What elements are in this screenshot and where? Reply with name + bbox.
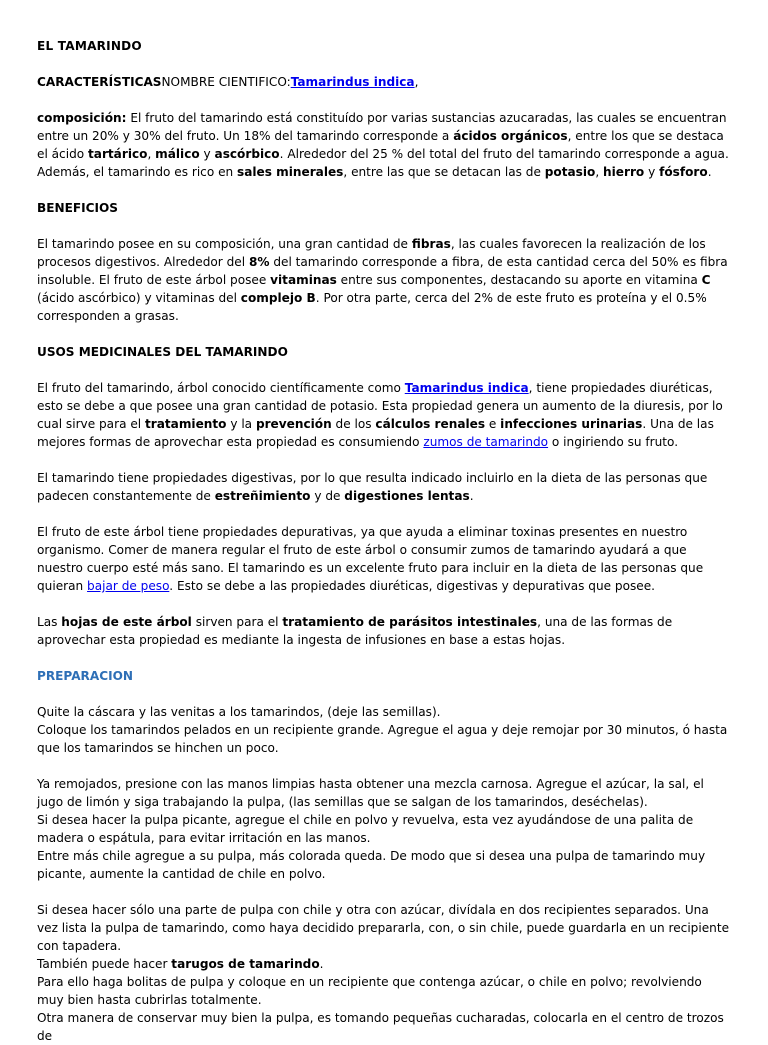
bold-text: málico [155, 147, 200, 161]
bold-text: 8% [248, 255, 270, 269]
text: . [319, 957, 324, 971]
text: El fruto del tamarindo está constituído por varias sustancias azucaradas, las cuales se encuentran entre un 20% y 30% del fruto. Un 18% del tamarindo corresponde a [37, 111, 727, 143]
text: También puede hacer [37, 957, 172, 971]
preparacion-step-8: Para ello haga bolitas de pulpa y coloque en un recipiente que contenga azúcar, o chile en polvo; revolviendo muy bien hasta cubrirlas totalmente. [37, 975, 702, 1007]
preparacion-step-7 [37, 955, 732, 973]
text: El tamarindo tiene propiedades digestivas, por lo que resulta indicado incluirlo en la dieta de las personas que padecen constantemente de [37, 471, 708, 503]
preparacion-step-5: Entre más chile agregue a su pulpa, más colorada queda. De modo que si desea una pulpa de tamarindo muy picante, aumente la cantidad de chile en polvo. [37, 849, 706, 881]
bold-text: potasio [544, 165, 596, 179]
text: e [485, 417, 501, 431]
preparacion-heading: PREPARACION [37, 669, 133, 683]
text: del tamarindo corresponde a fibra, de esta cantidad cerca del 50% es fibra insoluble. El fruto de este árbol posee [37, 255, 728, 287]
text: y de [310, 489, 345, 503]
beneficios-paragraph [37, 235, 732, 325]
preparacion-step-2: Coloque los tamarindos pelados en un recipiente grande. Agregue el agua y deje remojar por 30 minutos, ó hasta que los tamarindos se hinchen un poco. [37, 723, 728, 755]
text: , entre las que se detacan las de [343, 165, 545, 179]
bajar-de-peso-link[interactable]: bajar de peso [87, 579, 170, 593]
usos-paragraph-1 [37, 379, 732, 451]
zumos-de-tamarindo-link[interactable]: zumos de tamarindo [423, 435, 549, 449]
text: sirven para el [191, 615, 283, 629]
text: y [199, 147, 215, 161]
bold-text: tarugos de tamarindo [171, 957, 320, 971]
beneficios-heading: BENEFICIOS [37, 201, 118, 215]
text: , entre los que se destaca el ácido [37, 129, 724, 161]
bold-text: sales minerales [237, 165, 344, 179]
bold-text: vitaminas [270, 273, 337, 287]
text: , [595, 165, 604, 179]
text: . Por otra parte, cerca del 2% de este fruto es proteína y el 0.5% corresponden a grasas. [37, 291, 707, 323]
text: . [707, 165, 712, 179]
preparacion-step-3: Ya remojados, presione con las manos limpias hasta obtener una mezcla carnosa. Agregue el azúcar, la sal, el jugo de limón y siga trabajando la pulpa, (las semillas que se salgan de los tamarindos, deséchelas). [37, 777, 704, 809]
tamarindus-indica-link-2[interactable]: Tamarindus indica [404, 381, 529, 395]
bold-text: prevención [255, 417, 332, 431]
caracteristicas-line [37, 73, 732, 91]
bold-text: tratamiento de parásitos intestinales [282, 615, 538, 629]
text: , tiene propiedades diuréticas, esto se debe a que posee una gran cantidad de potasio. Esta propiedad genera un aumento de la diuresis, por lo cual sirve para el [37, 381, 723, 431]
text: . Una de las mejores formas de aprovechar esta propiedad es consumiendo [37, 417, 714, 449]
text: o ingiriendo su fruto. [548, 435, 679, 449]
document-body [37, 37, 732, 1045]
usos-medicinales-heading: USOS MEDICINALES DEL TAMARINDO [37, 345, 288, 359]
bold-text: estreñimiento [214, 489, 311, 503]
bold-text: cálculos renales [375, 417, 486, 431]
usos-paragraph-4 [37, 613, 732, 649]
preparacion-step-1: Quite la cáscara y las venitas a los tamarindos, (deje las semillas). [37, 705, 441, 719]
text: , las cuales favorecen la realización de los procesos digestivos. Alrededor del [37, 237, 706, 269]
text: . Esto se debe a las propiedades diuréticas, digestivas y depurativas que posee. [169, 579, 656, 593]
text: Las [37, 615, 62, 629]
composicion-label: composición: [37, 111, 127, 125]
bold-text: fósforo [659, 165, 708, 179]
text: entre sus componentes, destacando su aporte en vitamina [336, 273, 702, 287]
text: El fruto de este árbol tiene propiedades depurativas, ya que ayuda a eliminar toxinas presentes en nuestro organismo. Comer de manera regular el fruto de este árbol o consumir zumos de tamarindo ayudará a que nuestro cuerpo esté más sano. El tamarindo es un excelente fruto para incluir en la dieta de las personas que quieran [37, 525, 704, 593]
usos-paragraph-2 [37, 469, 732, 505]
caracteristicas-label: CARACTERÍSTICAS [37, 75, 162, 89]
text: El tamarindo posee en su composición, una gran cantidad de [37, 237, 412, 251]
text: de los [331, 417, 376, 431]
text: . Alrededor del 25 % del total del fruto del tamarindo corresponde a agua. Además, el tamarindo es rico en [37, 147, 729, 179]
text: , [147, 147, 156, 161]
preparacion-step-6: Si desea hacer sólo una parte de pulpa con chile y otra con azúcar, divídala en dos recipientes separados. Una vez lista la pulpa de tamarindo, como haya decidido prepararla, con, o sin chile, puede guardarla en un recipiente con tapadera. [37, 903, 730, 953]
bold-text: ascórbico [214, 147, 280, 161]
text: y [644, 165, 660, 179]
text: . [469, 489, 474, 503]
bold-text: infecciones urinarias [500, 417, 643, 431]
bold-text: hojas de este árbol [61, 615, 192, 629]
bold-text: hierro [603, 165, 645, 179]
bold-text: fibras [411, 237, 451, 251]
bold-text: tratamiento [144, 417, 227, 431]
caracteristicas-trailing: , [414, 75, 419, 89]
preparacion-step-9: Otra manera de conservar muy bien la pulpa, es tomando pequeñas cucharadas, colocarla en el centro de trozos de [37, 1011, 724, 1043]
text: , una de las formas de aprovechar esta propiedad es mediante la ingesta de infusiones en base a estas hojas. [37, 615, 673, 647]
document-title: EL TAMARINDO [37, 39, 142, 53]
preparacion-step-4: Si desea hacer la pulpa picante, agregue el chile en polvo y revuelva, esta vez ayudándose de una palita de madera o espátula, para evitar irritación en las manos. [37, 813, 694, 845]
bold-text: C [701, 273, 711, 287]
bold-text: complejo B [240, 291, 316, 305]
bold-text: digestiones lentas [344, 489, 470, 503]
usos-paragraph-3 [37, 523, 732, 595]
nombre-cientifico-label: NOMBRE CIENTIFICO: [161, 75, 291, 89]
bold-text: ácidos orgánicos [453, 129, 568, 143]
text: (ácido ascórbico) y vitaminas del [37, 291, 241, 305]
composicion-paragraph [37, 109, 732, 181]
tamarindus-indica-link[interactable]: Tamarindus indica [290, 75, 415, 89]
text: El fruto del tamarindo, árbol conocido científicamente como [37, 381, 405, 395]
bold-text: tartárico [88, 147, 148, 161]
text: y la [226, 417, 256, 431]
